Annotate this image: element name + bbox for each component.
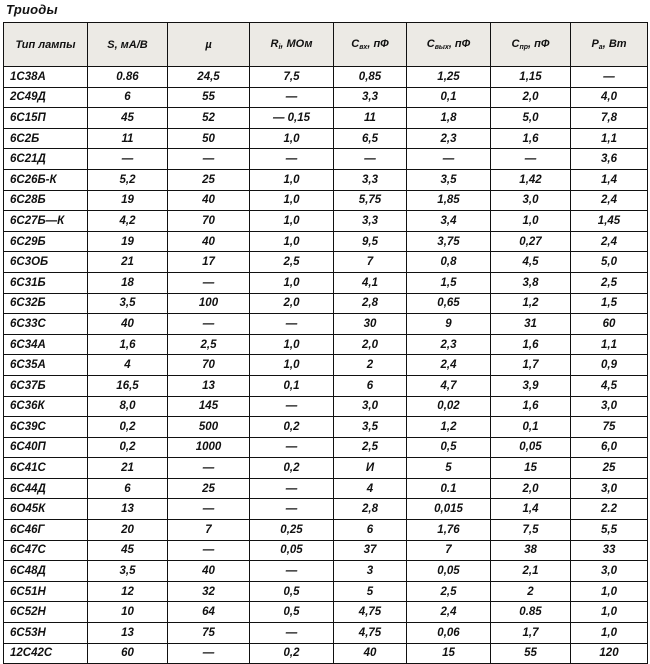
table-cell: 0,65 [407, 293, 491, 314]
table-row [4, 540, 648, 561]
table-cell: — [250, 87, 334, 108]
table-cell: 2,4 [407, 602, 491, 623]
table-cell: 6 [88, 87, 168, 108]
table-cell: 2,4 [571, 231, 648, 252]
table-cell: 75 [571, 417, 648, 438]
table-cell: 0,5 [250, 581, 334, 602]
table-cell: 40 [168, 231, 250, 252]
table-cell: 1,4 [571, 169, 648, 190]
table-row [4, 190, 648, 211]
table-cell: — 0,15 [250, 108, 334, 129]
table-cell: 1000 [168, 437, 250, 458]
table-cell: 5 [334, 581, 407, 602]
table-cell: — [250, 561, 334, 582]
table-cell: 5,75 [334, 190, 407, 211]
table-cell: — [168, 149, 250, 170]
table-cell: 4 [88, 355, 168, 376]
table-cell: 0,06 [407, 623, 491, 644]
table-cell: 4,75 [334, 602, 407, 623]
table-cell: — [168, 540, 250, 561]
table-row [4, 355, 648, 376]
table-row [4, 231, 648, 252]
table-cell: 3,3 [334, 211, 407, 232]
triode-specs-table [3, 22, 648, 664]
col-internal-resistance-header [250, 23, 334, 67]
table-cell: 2,3 [407, 128, 491, 149]
tube-type-cell: 6С41С [4, 458, 88, 479]
table-cell: 0,1 [250, 375, 334, 396]
table-cell: 15 [407, 643, 491, 664]
table-cell: 3,5 [407, 169, 491, 190]
header-subscript: i [278, 44, 281, 51]
table-cell: 13 [88, 499, 168, 520]
tube-type-cell: 6С46Г [4, 520, 88, 541]
table-cell: 31 [491, 314, 571, 335]
table-cell: 5,5 [571, 520, 648, 541]
table-cell: 1,2 [407, 417, 491, 438]
table-cell: 2.2 [571, 499, 648, 520]
header-subscript: a [598, 44, 603, 51]
header-subscript: пр [519, 44, 529, 51]
table-cell: — [334, 149, 407, 170]
table-cell: 0,85 [334, 67, 407, 88]
tube-type-cell: 6С51Н [4, 581, 88, 602]
table-cell: 40 [88, 314, 168, 335]
col-input-capacitance-header [334, 23, 407, 67]
table-row [4, 437, 648, 458]
table-cell: 3,3 [334, 87, 407, 108]
table-cell: 2 [491, 581, 571, 602]
table-row [4, 396, 648, 417]
table-cell: 2,5 [407, 581, 491, 602]
table-cell: 18 [88, 272, 168, 293]
table-cell: 1,0 [250, 169, 334, 190]
header-unit: , мА/В [114, 38, 148, 51]
header-symbol: µ [205, 38, 212, 51]
table-cell: 0,05 [250, 540, 334, 561]
table-cell: 3,5 [88, 293, 168, 314]
table-cell: 40 [168, 190, 250, 211]
table-cell: 3,0 [334, 396, 407, 417]
table-cell: 145 [168, 396, 250, 417]
table-cell: 50 [168, 128, 250, 149]
table-cell: 1,5 [571, 293, 648, 314]
table-cell: 0.86 [88, 67, 168, 88]
header-unit: , пФ [528, 38, 550, 50]
table-row [4, 478, 648, 499]
table-cell: 11 [88, 128, 168, 149]
table-row [4, 561, 648, 582]
table-cell: 6 [334, 520, 407, 541]
table-row [4, 643, 648, 664]
header-subscript: вх [359, 44, 368, 51]
table-cell: 1,45 [571, 211, 648, 232]
table-cell: 9,5 [334, 231, 407, 252]
table-cell: 1,0 [571, 623, 648, 644]
tube-type-cell: 6С47С [4, 540, 88, 561]
table-cell: — [250, 478, 334, 499]
table-cell: 0,2 [250, 643, 334, 664]
table-cell: 33 [571, 540, 648, 561]
tube-type-cell: 2С49Д [4, 87, 88, 108]
table-cell: 70 [168, 355, 250, 376]
table-row [4, 375, 648, 396]
table-cell: 3,0 [571, 396, 648, 417]
tube-type-cell: 6С15П [4, 108, 88, 129]
table-cell: 25 [168, 169, 250, 190]
table-row [4, 87, 648, 108]
table-cell: — [250, 499, 334, 520]
table-cell: 0,9 [571, 355, 648, 376]
header-unit: , пФ [367, 38, 389, 50]
table-cell: 1,0 [250, 211, 334, 232]
table-cell: 0,2 [250, 458, 334, 479]
table-cell: 15 [491, 458, 571, 479]
table-cell: 2,4 [407, 355, 491, 376]
table-cell: — [168, 458, 250, 479]
table-row [4, 211, 648, 232]
table-cell: 0,2 [88, 417, 168, 438]
table-cell: 55 [168, 87, 250, 108]
table-cell: 1,1 [571, 128, 648, 149]
table-cell: 21 [88, 252, 168, 273]
table-cell: 3,0 [571, 478, 648, 499]
table-cell: 3,5 [334, 417, 407, 438]
table-row [4, 149, 648, 170]
table-cell: 0,1 [491, 417, 571, 438]
table-cell: 32 [168, 581, 250, 602]
tube-type-cell: 1С38А [4, 67, 88, 88]
header-symbol: C [426, 38, 435, 50]
tube-type-cell: 6С3ОБ [4, 252, 88, 273]
col-transconductance-header [88, 23, 168, 67]
table-row [4, 602, 648, 623]
table-cell: 5,0 [571, 252, 648, 273]
table-cell: 19 [88, 231, 168, 252]
table-row [4, 417, 648, 438]
tube-type-cell: 12С42С [4, 643, 88, 664]
col-amplification-header [168, 23, 250, 67]
col-output-capacitance-header [407, 23, 491, 67]
table-row [4, 314, 648, 335]
table-cell: 4,0 [571, 87, 648, 108]
table-cell: 60 [88, 643, 168, 664]
table-cell: — [88, 149, 168, 170]
table-cell: 2,5 [250, 252, 334, 273]
table-row [4, 252, 648, 273]
table-cell: 0,02 [407, 396, 491, 417]
table-cell: 6 [334, 375, 407, 396]
table-cell: 0,27 [491, 231, 571, 252]
table-cell: 24,5 [168, 67, 250, 88]
table-cell: 2,8 [334, 293, 407, 314]
table-cell: 1,0 [250, 128, 334, 149]
table-row [4, 520, 648, 541]
table-cell: 3,0 [491, 190, 571, 211]
table-cell: 20 [88, 520, 168, 541]
table-cell: 25 [168, 478, 250, 499]
tube-type-cell: 6С33С [4, 314, 88, 335]
col-tube-type-header [4, 23, 88, 67]
table-cell: 1,7 [491, 355, 571, 376]
header-row [4, 23, 648, 67]
table-cell: 3,9 [491, 375, 571, 396]
table-cell: — [250, 437, 334, 458]
table-cell: — [250, 623, 334, 644]
table-row [4, 458, 648, 479]
table-cell: 0.85 [491, 602, 571, 623]
table-row [4, 334, 648, 355]
header-symbol: C [511, 38, 520, 50]
header-unit: , Вт [602, 38, 627, 50]
table-body [4, 67, 648, 664]
table-cell: 55 [491, 643, 571, 664]
header-symbol: S [107, 38, 115, 51]
table-cell: 0,5 [407, 437, 491, 458]
table-row [4, 108, 648, 129]
tube-type-cell: 6С36К [4, 396, 88, 417]
table-cell: 2 [334, 355, 407, 376]
header-symbol: P [591, 38, 599, 50]
table-cell: 500 [168, 417, 250, 438]
table-cell: 1,6 [88, 334, 168, 355]
table-cell: 1,0 [571, 581, 648, 602]
table-cell: 45 [88, 540, 168, 561]
tube-type-cell: 6С48Д [4, 561, 88, 582]
table-cell: — [168, 272, 250, 293]
table-cell: 10 [88, 602, 168, 623]
table-cell: 2,4 [571, 190, 648, 211]
table-cell: 2,5 [168, 334, 250, 355]
tube-type-cell: 6С40П [4, 437, 88, 458]
table-cell: 2,5 [334, 437, 407, 458]
table-cell: 7 [407, 540, 491, 561]
table-cell: 1,1 [571, 334, 648, 355]
table-cell: 4,5 [491, 252, 571, 273]
table-cell: — [407, 149, 491, 170]
header-unit: , МОм [280, 38, 313, 50]
table-cell: 6,5 [334, 128, 407, 149]
tube-type-cell: 6С37Б [4, 375, 88, 396]
tube-type-cell: 6С31Б [4, 272, 88, 293]
table-cell: 120 [571, 643, 648, 664]
table-cell: 1,76 [407, 520, 491, 541]
table-cell: 3,5 [88, 561, 168, 582]
table-cell: 2,0 [250, 293, 334, 314]
table-cell: — [168, 499, 250, 520]
table-cell: 52 [168, 108, 250, 129]
header-unit: , пФ [448, 38, 471, 50]
table-cell: 3,8 [491, 272, 571, 293]
table-cell: — [571, 67, 648, 88]
table-cell: 21 [88, 458, 168, 479]
table-row [4, 169, 648, 190]
tube-type-cell: 6С35А [4, 355, 88, 376]
table-cell: 4,5 [571, 375, 648, 396]
table-cell: 1,7 [491, 623, 571, 644]
header-subscript: вых [434, 44, 449, 51]
table-cell: 2,8 [334, 499, 407, 520]
table-cell: 6 [88, 478, 168, 499]
table-cell: — [168, 314, 250, 335]
table-cell: — [250, 314, 334, 335]
table-cell: 1,0 [491, 211, 571, 232]
table-row [4, 272, 648, 293]
table-cell: 3,0 [571, 561, 648, 582]
table-cell: 1,0 [250, 190, 334, 211]
table-cell: 0,015 [407, 499, 491, 520]
table-cell: 70 [168, 211, 250, 232]
table-cell: 2,0 [491, 478, 571, 499]
tube-type-cell: 6С34А [4, 334, 88, 355]
table-cell: 1,15 [491, 67, 571, 88]
table-cell: 25 [571, 458, 648, 479]
table-cell: — [250, 396, 334, 417]
table-cell: 4,2 [88, 211, 168, 232]
table-cell: 0,5 [250, 602, 334, 623]
table-cell: 3 [334, 561, 407, 582]
table-cell: 8,0 [88, 396, 168, 417]
table-cell: 2,5 [571, 272, 648, 293]
table-cell: 4,7 [407, 375, 491, 396]
table-cell: 7,5 [491, 520, 571, 541]
table-row [4, 623, 648, 644]
tube-type-cell: 6С32Б [4, 293, 88, 314]
table-cell: 38 [491, 540, 571, 561]
tube-type-cell: 6С2Б [4, 128, 88, 149]
table-cell: 0,2 [88, 437, 168, 458]
table-cell: 12 [88, 581, 168, 602]
table-cell: 2,1 [491, 561, 571, 582]
table-cell: 0,1 [407, 87, 491, 108]
table-cell: И [334, 458, 407, 479]
table-row [4, 581, 648, 602]
table-cell: 13 [88, 623, 168, 644]
table-cell: 0,8 [407, 252, 491, 273]
tube-type-cell: 6О45К [4, 499, 88, 520]
table-cell: 1,0 [250, 334, 334, 355]
table-cell: 45 [88, 108, 168, 129]
table-cell: 3,75 [407, 231, 491, 252]
table-cell: 1,8 [407, 108, 491, 129]
table-cell: 7 [334, 252, 407, 273]
table-row [4, 67, 648, 88]
table-cell: 9 [407, 314, 491, 335]
table-row [4, 499, 648, 520]
tube-type-cell: 6С39С [4, 417, 88, 438]
table-cell: 13 [168, 375, 250, 396]
table-cell: 17 [168, 252, 250, 273]
table-cell: — [168, 643, 250, 664]
table-cell: 37 [334, 540, 407, 561]
tube-type-cell: 6С52Н [4, 602, 88, 623]
table-cell: 1,6 [491, 334, 571, 355]
tube-type-cell: 6С53Н [4, 623, 88, 644]
table-cell: 5,2 [88, 169, 168, 190]
table-cell: 2,3 [407, 334, 491, 355]
table-cell: 11 [334, 108, 407, 129]
table-cell: 100 [168, 293, 250, 314]
table-cell: 3,3 [334, 169, 407, 190]
table-cell: 0,05 [491, 437, 571, 458]
table-cell: 0,05 [407, 561, 491, 582]
table-cell: 19 [88, 190, 168, 211]
table-cell: 1,4 [491, 499, 571, 520]
table-cell: 4,1 [334, 272, 407, 293]
table-cell: 1,6 [491, 128, 571, 149]
table-cell: 1,85 [407, 190, 491, 211]
table-cell: 1,0 [250, 355, 334, 376]
table-cell: 0.1 [407, 478, 491, 499]
table-cell: 1,0 [250, 272, 334, 293]
table-cell: 1,25 [407, 67, 491, 88]
table-cell: 4 [334, 478, 407, 499]
col-transfer-capacitance-header [491, 23, 571, 67]
table-cell: 75 [168, 623, 250, 644]
table-cell: 64 [168, 602, 250, 623]
table-cell: 7 [168, 520, 250, 541]
table-cell: 5,0 [491, 108, 571, 129]
table-cell: 0,2 [250, 417, 334, 438]
table-header [4, 23, 648, 67]
header-symbol: R [270, 38, 279, 50]
tube-type-cell: 6С29Б [4, 231, 88, 252]
table-cell: 7,5 [250, 67, 334, 88]
table-cell: 3,4 [407, 211, 491, 232]
table-cell: 5 [407, 458, 491, 479]
table-cell: 0,25 [250, 520, 334, 541]
tube-type-cell: 6С27Б—К [4, 211, 88, 232]
table-cell: 3,6 [571, 149, 648, 170]
tube-type-cell: 6С44Д [4, 478, 88, 499]
table-cell: 40 [334, 643, 407, 664]
table-cell: 60 [571, 314, 648, 335]
table-cell: 7,8 [571, 108, 648, 129]
table-cell: 1,2 [491, 293, 571, 314]
table-cell: 4,75 [334, 623, 407, 644]
tube-type-cell: 6С21Д [4, 149, 88, 170]
col-anode-dissipation-header [571, 23, 648, 67]
table-cell: 1,5 [407, 272, 491, 293]
table-row [4, 293, 648, 314]
tube-type-cell: 6С26Б-К [4, 169, 88, 190]
header-symbol: C [351, 38, 360, 50]
table-row [4, 128, 648, 149]
table-cell: — [491, 149, 571, 170]
table-cell: 1,0 [571, 602, 648, 623]
table-cell: 16,5 [88, 375, 168, 396]
table-cell: 1,0 [250, 231, 334, 252]
table-caption: Триоды [6, 2, 58, 17]
tube-type-cell: 6С28Б [4, 190, 88, 211]
table-cell: 40 [168, 561, 250, 582]
table-cell: 30 [334, 314, 407, 335]
table-cell: 2,0 [491, 87, 571, 108]
table-cell: 1,6 [491, 396, 571, 417]
table-cell: 2,0 [334, 334, 407, 355]
table-cell: 6,0 [571, 437, 648, 458]
table-cell: — [250, 149, 334, 170]
header-symbol: Тип лампы [15, 38, 76, 51]
table-cell: 1,42 [491, 169, 571, 190]
